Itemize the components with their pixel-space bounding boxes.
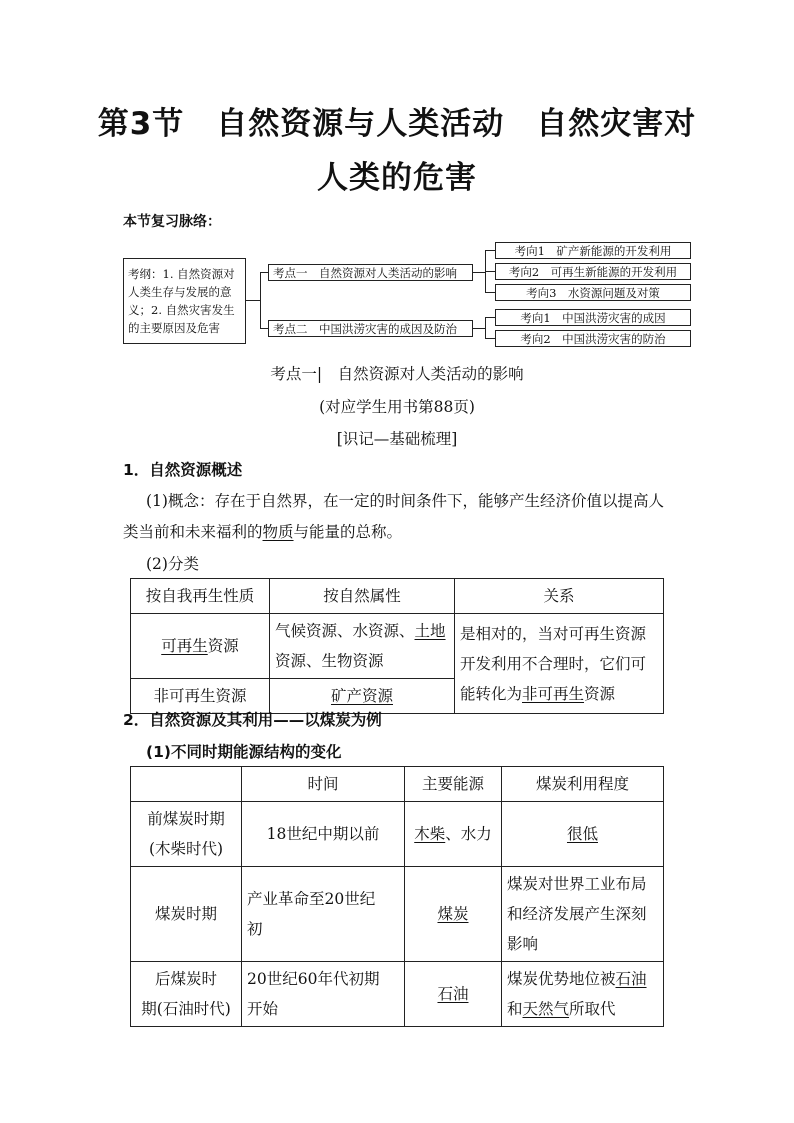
text: 开始	[247, 1000, 279, 1018]
text: 与能量的总称。	[293, 523, 403, 541]
t1-relation	[455, 614, 664, 714]
t2-header-energy: 主要能源	[405, 767, 502, 802]
outline-dir2-2-text: 考向2 中国洪涝灾害的防治	[520, 331, 666, 346]
energy-structure-table	[130, 766, 664, 1027]
connector	[485, 250, 495, 251]
page-title-line2: 人类的危害	[317, 160, 477, 196]
t2-r2-time	[242, 867, 405, 962]
answer-underlined: 矿产资源	[330, 687, 393, 705]
section-ref: (对应学生用书第88页)	[319, 398, 475, 416]
text: 是相对的，当对可再生资源	[460, 624, 647, 643]
outline-dir1-3-text: 考向3 水资源问题及对策	[526, 285, 660, 300]
answer-underlined: 非可再生	[522, 684, 585, 703]
text: 煤炭对世界工业布局	[507, 875, 647, 893]
text: 资源	[207, 637, 239, 655]
answer-underlined: 木柴	[414, 825, 446, 843]
s1-concept-line1: (1)概念：存在于自然界，在一定的时间条件下，能够产生经济价值以提高人	[146, 492, 664, 510]
s2-heading: 2．自然资源及其利用——以煤炭为例	[123, 711, 382, 729]
outline-dir2-1-text: 考向1 中国洪涝灾害的成因	[520, 310, 666, 325]
text: 、水力	[445, 825, 492, 843]
text: 气候资源、水资源、	[275, 622, 415, 640]
answer-underlined: 土地	[414, 622, 446, 640]
t1-r2c1: 非可再生资源	[131, 679, 270, 714]
text: 影响	[507, 935, 539, 953]
review-label: 本节复习脉络：	[123, 214, 221, 230]
s1-heading: 1．自然资源概述	[123, 461, 243, 479]
outline-dir1-2	[495, 263, 691, 280]
connector	[485, 317, 486, 339]
text: 和经济发展产生深刻	[507, 905, 647, 923]
page-title: 第3节 自然资源与人类活动 自然灾害对	[97, 106, 697, 142]
outline-dir1-1-text: 考向1 矿产新能源的开发利用	[514, 243, 672, 258]
outline-point2	[268, 320, 473, 337]
connector	[473, 272, 485, 273]
t1-header-1: 按自我再生性质	[131, 579, 270, 614]
text: 初	[247, 920, 263, 938]
answer-underlined: 天然气	[522, 1000, 570, 1018]
outline-main-box	[123, 258, 246, 344]
connector	[260, 272, 261, 328]
text: 煤炭优势地位被	[507, 970, 616, 988]
connector	[246, 300, 260, 301]
t1-header-3: 关系	[455, 579, 664, 614]
outline-point1-text: 考点一 自然资源对人类活动的影响	[273, 265, 457, 280]
t2-r3-period	[131, 962, 242, 1027]
answer-underlined: 可再生	[161, 637, 208, 655]
connector	[485, 317, 495, 318]
t2-r3-energy	[405, 962, 502, 1027]
answer-underlined: 石油	[615, 970, 647, 988]
s1-concept-line2	[123, 520, 402, 542]
t2-r3-coal	[502, 962, 664, 1027]
s1-class-label: (2)分类	[146, 555, 199, 573]
t2-r1-time: 18世纪中期以前	[242, 802, 405, 867]
outline-dir2-2	[495, 330, 691, 347]
connector	[260, 272, 268, 273]
connector	[260, 328, 268, 329]
connector	[485, 271, 495, 272]
text: (木柴时代)	[148, 840, 224, 858]
t2-r2-energy	[405, 867, 502, 962]
t2-header-empty	[131, 767, 242, 802]
outline-dir1-2-text: 考向2 可再生新能源的开发利用	[508, 264, 678, 279]
text: 资源、生物资源	[275, 652, 384, 670]
outline-point2-text: 考点二 中国洪涝灾害的成因及防治	[273, 321, 457, 336]
t1-header-2: 按自然属性	[270, 579, 455, 614]
section-heading: 考点一| 自然资源对人类活动的影响	[270, 365, 524, 383]
text: 期(石油时代)	[141, 1000, 231, 1018]
outline-dir1-1	[495, 242, 691, 259]
connector	[485, 292, 495, 293]
outline-dir1-3	[495, 284, 691, 301]
text: 开发利用不合理时，它们可	[460, 654, 647, 673]
answer-underlined: 很低	[566, 825, 598, 843]
t2-r2-coal	[502, 867, 664, 962]
t2-header-time: 时间	[242, 767, 405, 802]
text: 能转化为	[460, 684, 523, 703]
answer-underlined: 煤炭	[437, 905, 469, 923]
t2-r1-period	[131, 802, 242, 867]
t1-r1c2	[270, 614, 455, 679]
connector	[485, 338, 495, 339]
text: 前煤炭时期	[147, 810, 225, 828]
text: 产业革命至20世纪	[247, 890, 376, 908]
s2-sub: (1)不同时期能源结构的变化	[146, 743, 342, 761]
text: 20世纪60年代初期	[247, 970, 380, 988]
text: 资源	[584, 684, 616, 703]
text: 所取代	[569, 1000, 616, 1018]
t2-header-coal: 煤炭利用程度	[502, 767, 664, 802]
answer-underlined: 石油	[437, 985, 469, 1003]
section-tag: [识记—基础梳理]	[336, 430, 458, 448]
connector	[473, 328, 485, 329]
t2-r3-time	[242, 962, 405, 1027]
text: 类当前和未来福利的	[123, 523, 263, 541]
t1-r1c1	[131, 614, 270, 679]
text: 后煤炭时	[154, 970, 217, 988]
outline-main-text: 考纲：1. 自然资源对人类生存与发展的意义；2. 自然灾害发生的主要原因及危害	[128, 267, 235, 335]
classification-table	[130, 578, 664, 714]
t2-r1-coal	[502, 802, 664, 867]
answer-underlined: 物质	[262, 523, 294, 541]
outline-dir2-1	[495, 309, 691, 326]
text: 和	[507, 1000, 523, 1018]
t2-r2-period: 煤炭时期	[131, 867, 242, 962]
outline-point1	[268, 264, 473, 281]
t2-r1-energy	[405, 802, 502, 867]
